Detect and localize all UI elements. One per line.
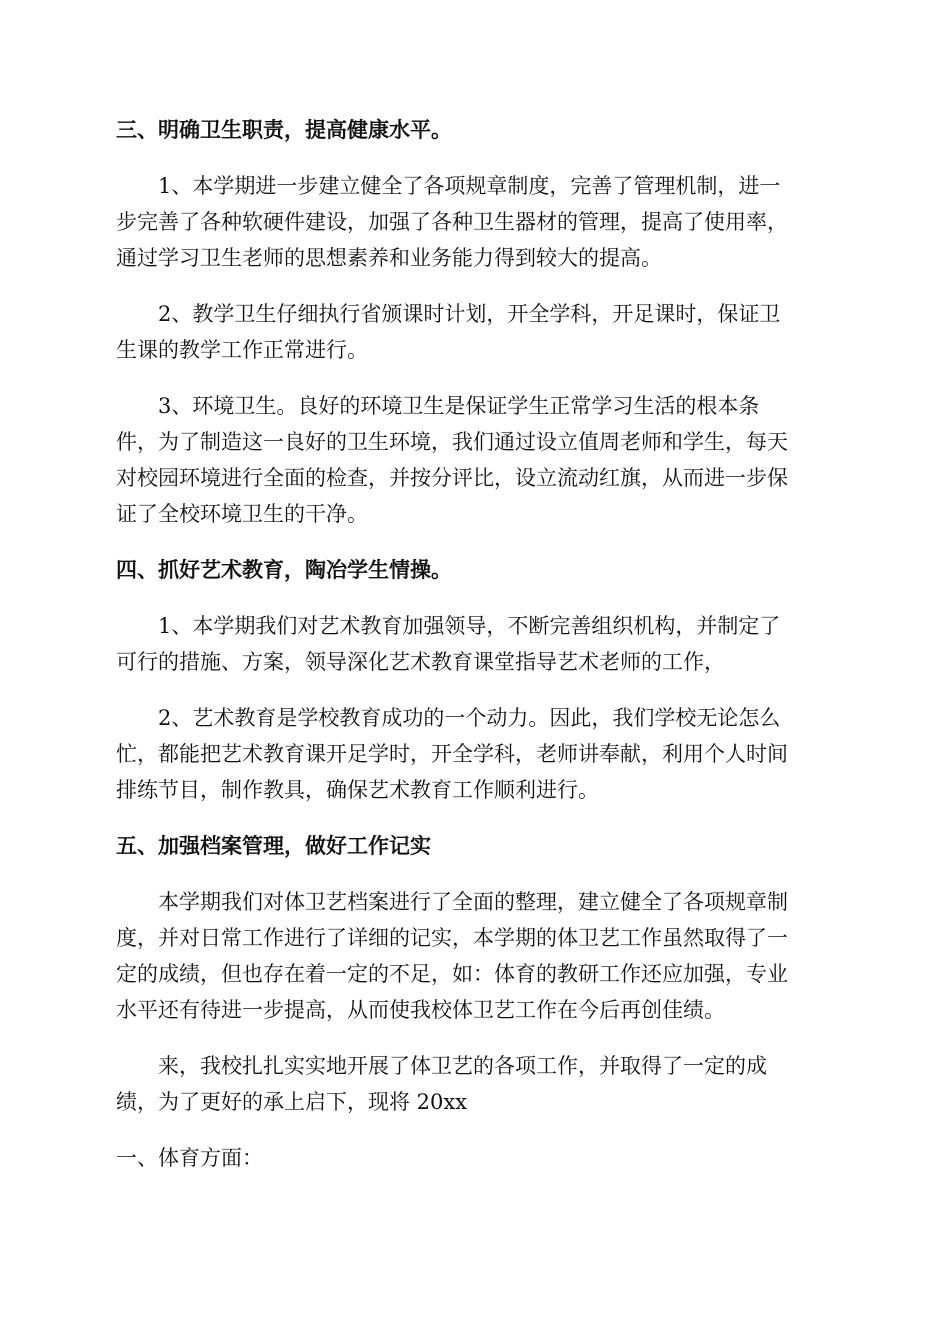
paragraph-3-2: 2、教学卫生仔细执行省颁课时计划，开全学科，开足课时，保证卫 生课的教学工作正常进行。 <box>116 302 781 362</box>
paragraph-3-3: 3、环境卫生。良好的环境卫生是保证学生正常学习生活的根本条 件，为了制造这一良好的卫生环境，我们通过设立值周老师和学生，每天 对校园环境进行全面的检查，并按分评比，设立流动红旗，从而进一步保 证了全校环境卫生的干净。 <box>116 394 788 526</box>
paragraph-4-2: 2、艺术教育是学校教育成功的一个动力。因此，我们学校无论怎么 忙，都能把艺术教育课开足学时，开全学科，老师讲奉献，利用个人时间 排练节目，制作教具，确保艺术教育工作顺利进行。 <box>116 706 788 802</box>
paragraph-3-1: 1、本学期进一步建立健全了各项规章制度，完善了管理机制，进一 步完善了各种软硬件建设，加强了各种卫生器材的管理，提高了使用率， 通过学习卫生老师的思想素养和业务能力得到较大的提高。 <box>116 174 788 270</box>
section-heading-1: 一、体育方面： <box>116 1146 263 1170</box>
section-heading-4: 四、抓好艺术教育，陶冶学生情操。 <box>116 558 452 582</box>
paragraph-5-2: 来，我校扎扎实实地开展了体卫艺的各项工作，并取得了一定的成 绩，为了更好的承上启下，现将 20xx <box>116 1054 767 1114</box>
document-body <box>116 112 836 1176</box>
section-heading-3: 三、明确卫生职责，提高健康水平。 <box>116 118 452 142</box>
paragraph-4-1: 1、本学期我们对艺术教育加强领导，不断完善组织机构，并制定了 可行的措施、方案，领导深化艺术教育课堂指导艺术老师的工作， <box>116 614 781 674</box>
paragraph-5-1: 本学期我们对体卫艺档案进行了全面的整理，建立健全了各项规章制 度，并对日常工作进行了详细的记实，本学期的体卫艺工作虽然取得了一 定的成绩，但也存在着一定的不足，如：体育的教研工作还应加强，专业 水平还有待进一步提高，从而使我校体卫艺工作在今后再创佳绩。 <box>116 890 788 1022</box>
section-heading-5: 五、加强档案管理，做好工作记实 <box>116 834 431 858</box>
